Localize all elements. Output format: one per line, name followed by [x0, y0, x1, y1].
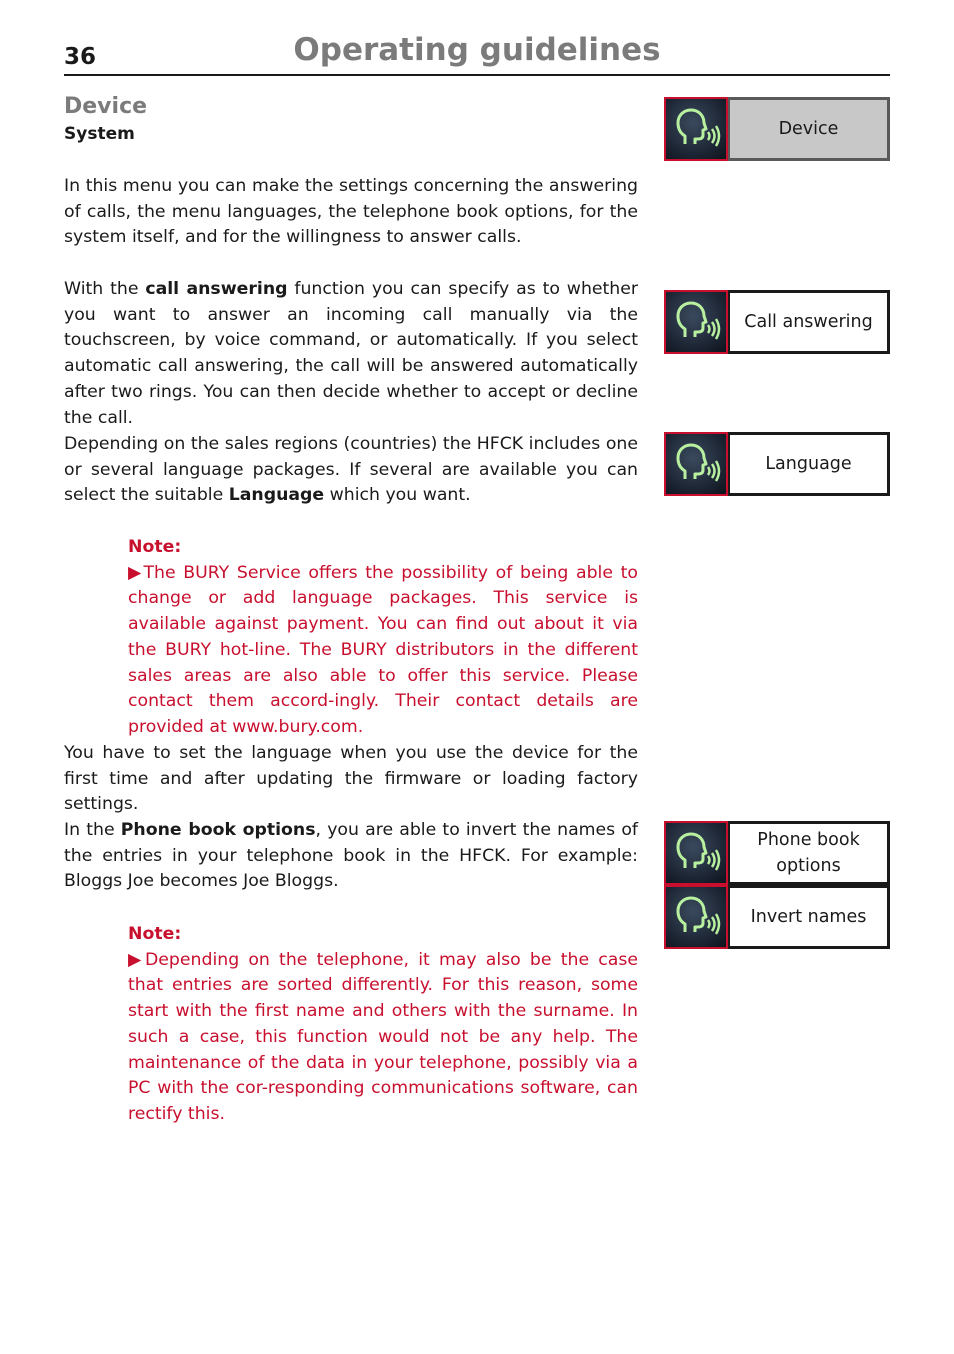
intro-paragraph: In this menu you can make the settings concerning the answering of calls, the menu languages, the telephone book options, for the system itself, and for the willingness to answer calls. — [64, 176, 638, 248]
voice-head-icon — [664, 97, 728, 161]
voice-head-icon — [664, 432, 728, 496]
text: which you want. — [324, 485, 471, 506]
menu-button-invert-names[interactable] — [664, 885, 890, 949]
text: Depending on the sales regions (countries) the HFCK includes one or several language packages. If several are available you can select the suitable — [64, 434, 638, 506]
set-language-paragraph: You have to set the language when you use the device for the first time and after updating the firmware or loading factory settings. — [64, 743, 638, 815]
text: , you are able to invert the names of the entries in your telephone book in the HFCK. For example: Bloggs Joe becomes Joe Bloggs. — [64, 820, 638, 892]
note-phone-book — [128, 922, 638, 1128]
note-language — [128, 535, 638, 741]
menu-button-phone-book-options[interactable] — [664, 821, 890, 885]
call-answering-paragraph — [64, 277, 638, 431]
note-text: ▶Depending on the telephone, it may also be the case that entries are sorted differently. For this reason, some start with the first name and others with the surname. In such a case, this function would not be any help. The maintenance of the data in your telephone, possibly via a PC with the cor-responding communications software, can rectify this. — [128, 949, 638, 1124]
menu-button-language[interactable] — [664, 432, 890, 496]
voice-head-icon — [664, 821, 728, 885]
language-paragraph — [64, 432, 638, 509]
text: In the — [64, 820, 121, 840]
page-header — [64, 32, 890, 76]
menu-button-label: Language — [728, 432, 890, 496]
page-number: 36 — [64, 44, 97, 70]
note-text: ▶The BURY Service offers the possibility of being able to change or add language packages. This service is available against payment. You can find out about it via the BURY hot-line. The BURY distributors in the different sales areas are also able to offer this service. Please contact them accord-ingly. Their contact details are provided at www.bury.com. — [128, 562, 638, 737]
section-title: Device — [64, 94, 148, 119]
note-title: Note: — [128, 537, 182, 557]
menu-button-device[interactable] — [664, 97, 890, 161]
menu-button-label: Call answering — [728, 290, 890, 354]
page-title: Operating guidelines — [293, 32, 661, 68]
text: With the — [64, 279, 146, 299]
phone-book-paragraph — [64, 818, 638, 895]
text: function you can specify as to whether you want to answer an incoming call manually via the touchscreen, by voice command, or automatically. If you select automatic call answering, the call will be answered automatically after two rings. You can then decide whether to accept or decline the call. — [64, 279, 638, 428]
note-title: Note: — [128, 924, 182, 944]
menu-button-label: Invert names — [728, 885, 890, 949]
menu-button-label: Device — [728, 97, 890, 161]
language-term: Language — [228, 485, 325, 506]
voice-head-icon — [664, 290, 728, 354]
call-answering-term: call answering — [145, 279, 288, 299]
voice-head-icon — [664, 885, 728, 949]
menu-button-label: Phone book options — [728, 821, 890, 885]
menu-button-call-answering[interactable] — [664, 290, 890, 354]
phone-book-term: Phone book options — [120, 820, 316, 840]
subsection-title: System — [64, 124, 135, 144]
